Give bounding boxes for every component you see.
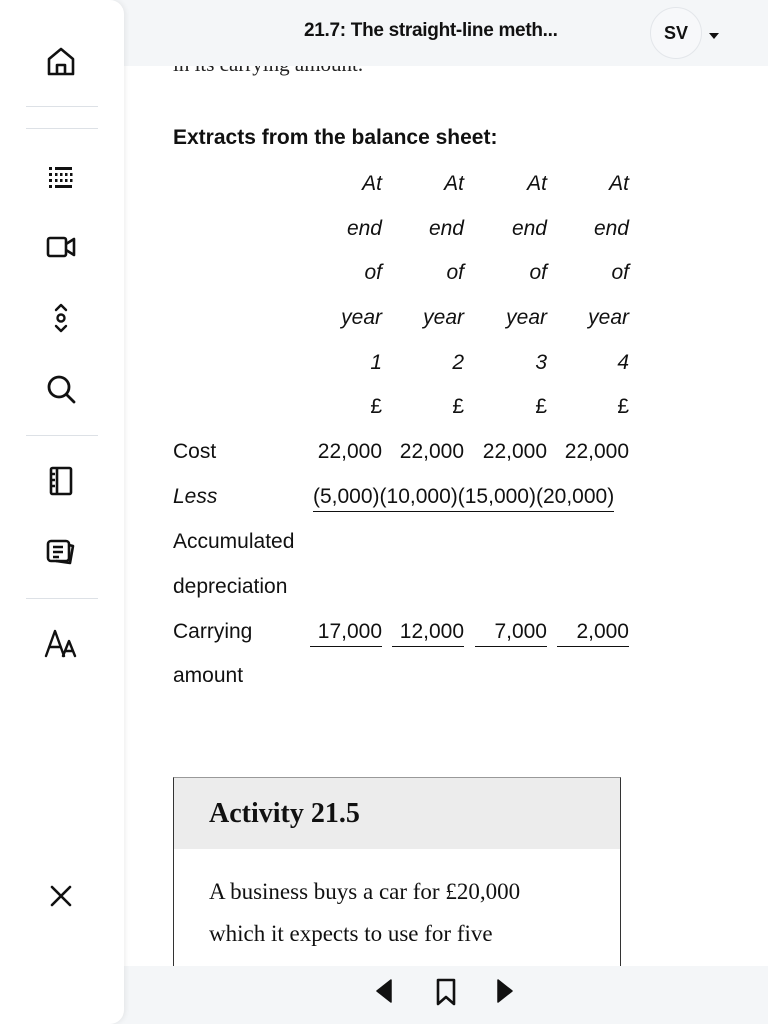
table-header-cell: end: [593, 217, 629, 240]
table-header-cell: At: [444, 172, 464, 195]
table-cell: 22,000: [564, 440, 629, 463]
table-header-cell: end: [511, 217, 547, 240]
flashcards-icon[interactable]: [41, 531, 81, 571]
table-row-label-continuation: [173, 654, 643, 699]
table-header-cell: 2: [452, 351, 464, 374]
table-header-cell: of: [529, 261, 547, 284]
home-icon[interactable]: [41, 42, 81, 82]
table-cell: 7,000: [475, 620, 547, 647]
table-header-row: [173, 162, 643, 207]
notebook-icon[interactable]: [41, 461, 81, 501]
table-header-cell: At: [362, 172, 382, 195]
row-label: depreciation: [173, 575, 288, 598]
previous-page-icon[interactable]: [374, 978, 394, 1009]
sidebar: [0, 0, 124, 1024]
table-header-cell: 3: [535, 351, 547, 374]
bookmark-icon[interactable]: [435, 978, 457, 1011]
table-header-row: [173, 251, 643, 296]
table-header-cell: 1: [370, 351, 382, 374]
table-header-row: [173, 385, 643, 430]
table-cell: 2,000: [557, 620, 629, 647]
video-icon[interactable]: [41, 227, 81, 267]
row-label: Carrying: [173, 620, 253, 643]
table-header-row: [173, 207, 643, 252]
table-header-cell: year: [506, 306, 547, 329]
table-cell: 22,000: [482, 440, 547, 463]
activity-title: Activity 21.5: [174, 778, 620, 849]
sidebar-divider: [26, 128, 98, 129]
page-title: 21.7: The straight-line meth...: [304, 20, 558, 41]
row-label: Less: [173, 485, 218, 508]
table-row-carrying-amount: [173, 610, 643, 655]
table-header-cell: year: [588, 306, 629, 329]
section-heading: Extracts from the balance sheet:: [173, 126, 498, 149]
reader-content: [124, 66, 768, 966]
top-header: [124, 0, 768, 66]
table-row-label-continuation: [173, 520, 643, 565]
navigation-icon[interactable]: [41, 298, 81, 338]
table-row-cost: [173, 430, 643, 475]
table-header-cell: year: [341, 306, 382, 329]
table-header-cell: end: [428, 217, 464, 240]
sidebar-divider: [26, 106, 98, 107]
activity-text-line: which it expects to use for five: [209, 921, 493, 946]
table-header-cell: of: [611, 261, 629, 284]
search-icon[interactable]: [41, 369, 81, 409]
table-header-cell: of: [446, 261, 464, 284]
table-header-cell: £: [617, 395, 629, 418]
table-header-cell: At: [527, 172, 547, 195]
account-dropdown-caret-icon[interactable]: [708, 27, 720, 45]
table-cell: 12,000: [392, 620, 464, 647]
table-header-cell: year: [423, 306, 464, 329]
row-label: Accumulated: [173, 530, 295, 553]
row-label: Cost: [173, 440, 217, 463]
table-header-cell: end: [346, 217, 382, 240]
bottom-navigation: [124, 966, 768, 1024]
table-header-cell: £: [535, 395, 547, 418]
table-header-cell: £: [452, 395, 464, 418]
table-cell: 22,000: [399, 440, 464, 463]
avatar-initials: SV: [663, 22, 688, 43]
sidebar-divider: [26, 435, 98, 436]
table-cell: 17,000: [310, 620, 382, 647]
activity-text-line: A business buys a car for £20,000: [209, 879, 521, 904]
table-header-cell: 4: [617, 351, 629, 374]
sidebar-divider: [26, 598, 98, 599]
table-row-label-continuation: [173, 565, 643, 610]
table-of-contents-icon[interactable]: [41, 158, 81, 198]
table-cell: 22,000: [317, 440, 382, 463]
close-icon[interactable]: [41, 876, 81, 916]
avatar[interactable]: [650, 7, 702, 59]
table-header-cell: of: [364, 261, 382, 284]
next-page-icon[interactable]: [495, 978, 515, 1009]
table-header-cell: £: [370, 395, 382, 418]
table-header-row: [173, 296, 643, 341]
table-header-row: [173, 341, 643, 386]
table-row-accumulated-depreciation: [173, 475, 643, 520]
text-size-icon[interactable]: [41, 623, 81, 663]
table-cell: (5,000)(10,000)(15,000)(20,000): [313, 485, 614, 512]
row-label: amount: [173, 664, 244, 687]
table-header-cell: At: [609, 172, 629, 195]
